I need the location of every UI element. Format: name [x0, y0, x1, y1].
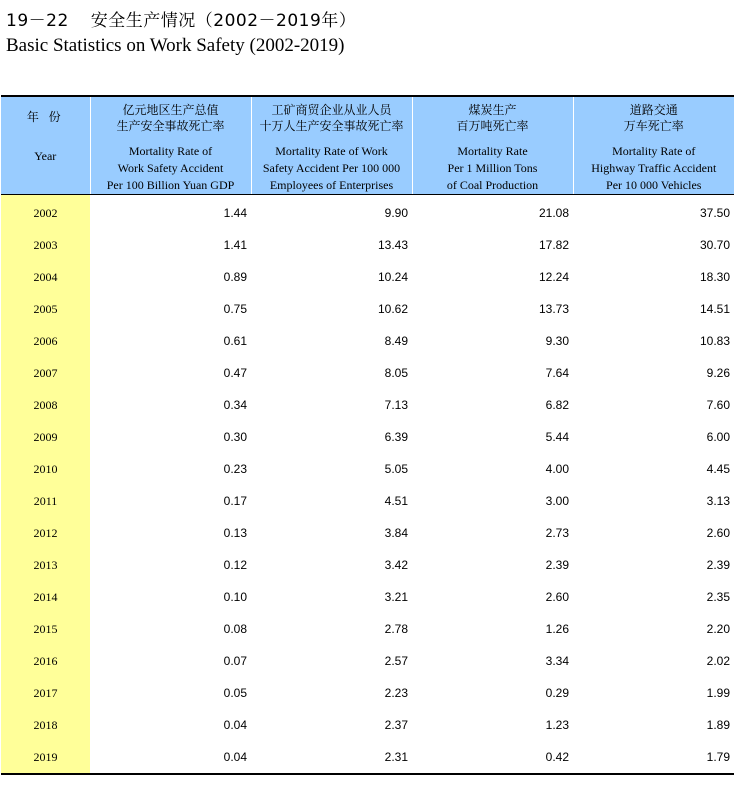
gdp-mortality-cell: 0.08: [223, 622, 247, 636]
coal-mortality-cell: 0.29: [545, 686, 569, 700]
table-row: [1, 709, 734, 741]
table-row: [1, 293, 734, 325]
header-line: 煤炭生产: [468, 103, 517, 117]
traffic-mortality-cell: 2.60: [706, 526, 730, 540]
year-cell: 2002: [1, 195, 90, 230]
employee-mortality-cell: 2.57: [384, 654, 408, 668]
header-year: [1, 96, 90, 195]
coal-mortality-cell: 3.34: [545, 654, 569, 668]
header-employee-en: [252, 134, 412, 194]
gdp-mortality-cell: 0.17: [223, 494, 247, 508]
header-year-en: [1, 125, 90, 165]
coal-mortality-cell: 9.30: [545, 334, 569, 348]
header-line: Per 100 Billion Yuan GDP: [106, 178, 235, 192]
employee-mortality-cell: 13.43: [377, 238, 408, 252]
header-line: Year: [34, 149, 57, 163]
year-cell: 2015: [1, 613, 90, 645]
employee-mortality-cell: 4.51: [384, 494, 408, 508]
gdp-mortality-cell: 0.05: [223, 686, 247, 700]
gdp-mortality-cell: 1.44: [223, 206, 247, 220]
year-cell: 2010: [1, 453, 90, 485]
gdp-mortality-cell: 0.12: [223, 558, 247, 572]
header-employee-cn: [252, 97, 412, 134]
header-line: 生产安全事故死亡率: [116, 119, 225, 133]
table-row: [1, 195, 734, 230]
traffic-mortality-cell: 6.00: [706, 430, 730, 444]
header-line: Highway Traffic Accident: [591, 161, 717, 175]
year-cell: 2013: [1, 549, 90, 581]
table-row: [1, 325, 734, 357]
traffic-mortality-cell: 4.45: [706, 462, 730, 476]
gdp-mortality-cell: 0.47: [223, 366, 247, 380]
table-number: 19－22: [6, 11, 69, 31]
table-row: [1, 261, 734, 293]
gdp-mortality-cell: 0.89: [223, 270, 247, 284]
gdp-mortality-cell: 0.23: [223, 462, 247, 476]
year-cell: 2007: [1, 357, 90, 389]
traffic-mortality-cell: 1.89: [706, 718, 730, 732]
traffic-mortality-cell: 30.70: [699, 238, 730, 252]
employee-mortality-cell: 3.42: [384, 558, 408, 572]
year-cell: 2004: [1, 261, 90, 293]
stats-table: [1, 95, 734, 775]
gdp-mortality-cell: 0.10: [223, 590, 247, 604]
traffic-mortality-cell: 3.13: [706, 494, 730, 508]
coal-mortality-cell: 4.00: [545, 462, 569, 476]
gdp-mortality-cell: 0.04: [90, 741, 251, 774]
header-line: Per 10 000 Vehicles: [606, 178, 702, 192]
coal-mortality-cell: 2.39: [545, 558, 569, 572]
table-row: [1, 421, 734, 453]
header-line: Mortality Rate of: [128, 144, 213, 158]
year-cell: 2009: [1, 421, 90, 453]
coal-mortality-cell: 6.82: [545, 398, 569, 412]
table-row: [1, 229, 734, 261]
traffic-mortality-cell: 2.20: [706, 622, 730, 636]
gdp-mortality-cell: 0.13: [223, 526, 247, 540]
header-line: 百万吨死亡率: [456, 119, 529, 133]
year-cell: 2006: [1, 325, 90, 357]
header-coal-mortality: [412, 96, 573, 195]
header-line: 道路交通: [629, 103, 678, 117]
header-gdp-cn: [91, 97, 251, 134]
header-line: Employees of Enterprises: [269, 178, 394, 192]
employee-mortality-cell: 3.21: [384, 590, 408, 604]
header-line: Mortality Rate of: [612, 144, 696, 158]
coal-mortality-cell: 2.73: [545, 526, 569, 540]
coal-mortality-cell: 0.42: [412, 741, 573, 774]
coal-mortality-cell: 17.82: [538, 238, 569, 252]
header-traffic-cn: [574, 97, 735, 134]
table-row: [1, 389, 734, 421]
gdp-mortality-cell: 0.04: [223, 718, 247, 732]
traffic-mortality-cell: 18.30: [699, 270, 730, 284]
year-cell: 2018: [1, 709, 90, 741]
gdp-mortality-cell: 0.07: [223, 654, 247, 668]
header-line: Mortality Rate: [457, 144, 528, 158]
header-line: 工矿商贸企业从业人员: [271, 103, 392, 117]
coal-mortality-cell: 21.08: [538, 206, 569, 220]
employee-mortality-cell: 9.90: [384, 206, 408, 220]
traffic-mortality-cell: 2.35: [706, 590, 730, 604]
table-row: [1, 549, 734, 581]
table-row: [1, 741, 734, 774]
header-line: 亿元地区生产总值: [122, 103, 219, 117]
traffic-mortality-cell: 10.83: [699, 334, 730, 348]
coal-mortality-cell: 1.26: [545, 622, 569, 636]
coal-mortality-cell: 7.64: [545, 366, 569, 380]
gdp-mortality-cell: 0.61: [223, 334, 247, 348]
employee-mortality-cell: 2.78: [384, 622, 408, 636]
coal-mortality-cell: 3.00: [545, 494, 569, 508]
header-line: 万车死亡率: [623, 119, 684, 133]
year-cell: 2016: [1, 645, 90, 677]
table-row: [1, 645, 734, 677]
header-traffic-mortality: [573, 96, 734, 195]
header-gdp-en: [91, 134, 251, 194]
header-year-cn: [1, 97, 90, 125]
table-body: [1, 195, 734, 775]
header-line: Work Safety Accident: [117, 161, 224, 175]
header-line: Mortality Rate of Work: [275, 144, 388, 158]
coal-mortality-cell: 5.44: [545, 430, 569, 444]
header-line: 十万人生产安全事故死亡率: [259, 119, 404, 133]
employee-mortality-cell: 5.05: [384, 462, 408, 476]
employee-mortality-cell: 10.24: [377, 270, 408, 284]
coal-mortality-cell: 12.24: [538, 270, 569, 284]
traffic-mortality-cell: 2.39: [706, 558, 730, 572]
page-title-cn: [6, 6, 356, 31]
gdp-mortality-cell: 1.41: [223, 238, 247, 252]
year-cell: 2003: [1, 229, 90, 261]
traffic-mortality-cell: 37.50: [699, 206, 730, 220]
table-row: [1, 613, 734, 645]
employee-mortality-cell: 7.13: [384, 398, 408, 412]
year-cell: 2019: [1, 741, 90, 774]
header-gdp-mortality: [90, 96, 251, 195]
traffic-mortality-cell: 7.60: [706, 398, 730, 412]
year-cell: 2011: [1, 485, 90, 517]
header-coal-en: [413, 134, 573, 194]
coal-mortality-cell: 13.73: [538, 302, 569, 316]
traffic-mortality-cell: 14.51: [699, 302, 730, 316]
header-coal-cn: [413, 97, 573, 134]
employee-mortality-cell: 8.05: [384, 366, 408, 380]
year-cell: 2014: [1, 581, 90, 613]
page-title-en: Basic Statistics on Work Safety (2002-2019): [6, 35, 345, 56]
gdp-mortality-cell: 0.75: [223, 302, 247, 316]
employee-mortality-cell: 2.31: [251, 741, 412, 774]
employee-mortality-cell: 2.37: [384, 718, 408, 732]
employee-mortality-cell: 8.49: [384, 334, 408, 348]
employee-mortality-cell: 3.84: [384, 526, 408, 540]
table-row: [1, 677, 734, 709]
table-row: [1, 581, 734, 613]
coal-mortality-cell: 2.60: [545, 590, 569, 604]
header-traffic-en: [574, 134, 735, 194]
header-line: of Coal Production: [446, 178, 539, 192]
table-row: [1, 517, 734, 549]
gdp-mortality-cell: 0.30: [223, 430, 247, 444]
header-line: Safety Accident Per 100 000: [262, 161, 401, 175]
header-line: 年 份: [26, 110, 64, 124]
gdp-mortality-cell: 0.34: [223, 398, 247, 412]
employee-mortality-cell: 2.23: [384, 686, 408, 700]
traffic-mortality-cell: 1.99: [706, 686, 730, 700]
traffic-mortality-cell: 1.79: [573, 741, 734, 774]
year-cell: 2005: [1, 293, 90, 325]
coal-mortality-cell: 1.23: [545, 718, 569, 732]
table-row: [1, 485, 734, 517]
table-row: [1, 357, 734, 389]
traffic-mortality-cell: 9.26: [706, 366, 730, 380]
traffic-mortality-cell: 2.02: [706, 654, 730, 668]
table-row: [1, 453, 734, 485]
year-cell: 2017: [1, 677, 90, 709]
employee-mortality-cell: 6.39: [384, 430, 408, 444]
employee-mortality-cell: 10.62: [377, 302, 408, 316]
header-row: [1, 96, 734, 195]
title-cn-text: 安全生产情况（2002－2019年）: [90, 11, 357, 31]
header-employee-mortality: [251, 96, 412, 195]
year-cell: 2012: [1, 517, 90, 549]
header-line: Per 1 Million Tons: [447, 161, 538, 175]
year-cell: 2008: [1, 389, 90, 421]
